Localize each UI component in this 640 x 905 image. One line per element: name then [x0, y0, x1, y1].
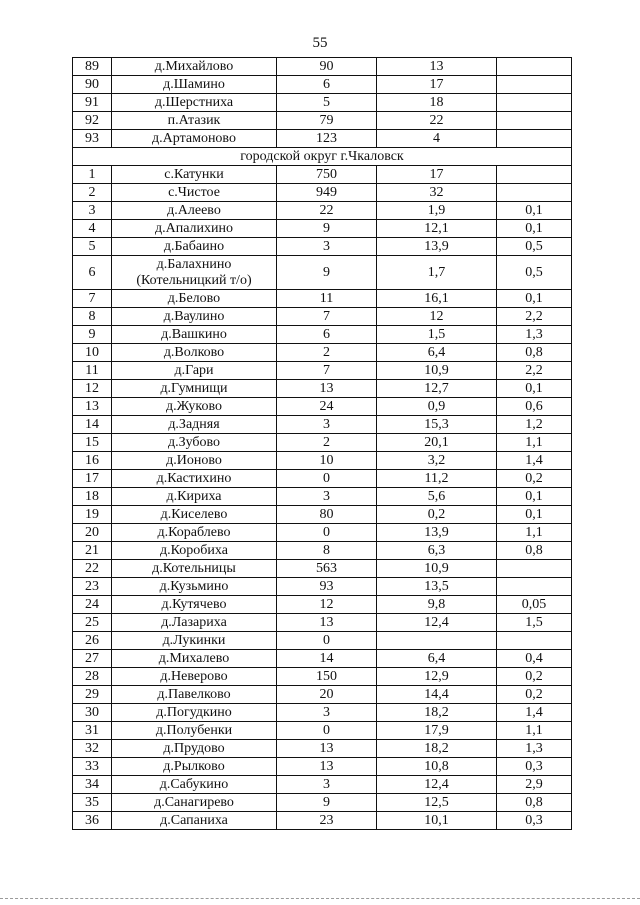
- distance-cell: 10,9: [377, 560, 497, 578]
- table-body-previous-district: [73, 58, 572, 148]
- settlement-name: д.Котельницы: [112, 560, 277, 578]
- table-row: [73, 794, 572, 812]
- table-row: [73, 524, 572, 542]
- extra-value-cell: [497, 578, 572, 596]
- settlement-name: д.Коробиха: [112, 542, 277, 560]
- distance-cell: 1,7: [377, 256, 497, 290]
- settlement-name: д.Ионово: [112, 452, 277, 470]
- extra-value-cell: 0,2: [497, 470, 572, 488]
- extra-value-cell: 0,1: [497, 220, 572, 238]
- population-cell: 7: [277, 308, 377, 326]
- row-number: 13: [73, 398, 112, 416]
- population-cell: 24: [277, 398, 377, 416]
- row-number: 12: [73, 380, 112, 398]
- table-row: [73, 290, 572, 308]
- population-cell: 20: [277, 686, 377, 704]
- population-cell: 14: [277, 650, 377, 668]
- row-number: 27: [73, 650, 112, 668]
- distance-cell: 17: [377, 166, 497, 184]
- settlement-name: д.Сапаниха: [112, 812, 277, 830]
- table-row: [73, 398, 572, 416]
- row-number: 33: [73, 758, 112, 776]
- table-row: [73, 256, 572, 290]
- extra-value-cell: 1,2: [497, 416, 572, 434]
- distance-cell: 13,9: [377, 524, 497, 542]
- population-cell: 3: [277, 488, 377, 506]
- row-number: 1: [73, 166, 112, 184]
- population-cell: 750: [277, 166, 377, 184]
- row-number: 3: [73, 202, 112, 220]
- row-number: 28: [73, 668, 112, 686]
- extra-value-cell: 1,4: [497, 452, 572, 470]
- settlement-name: д.Артамоново: [112, 130, 277, 148]
- section-title: городской округ г.Чкаловск: [73, 148, 572, 166]
- population-cell: 13: [277, 740, 377, 758]
- settlement-name: д.Волково: [112, 344, 277, 362]
- population-cell: 3: [277, 704, 377, 722]
- population-cell: 3: [277, 776, 377, 794]
- row-number: 25: [73, 614, 112, 632]
- extra-value-cell: 1,3: [497, 740, 572, 758]
- table-row: [73, 776, 572, 794]
- extra-value-cell: 0,05: [497, 596, 572, 614]
- settlement-name: д.Кузьмино: [112, 578, 277, 596]
- extra-value-cell: 0,1: [497, 290, 572, 308]
- distance-cell: 10,9: [377, 362, 497, 380]
- row-number: 30: [73, 704, 112, 722]
- population-cell: 0: [277, 632, 377, 650]
- row-number: 2: [73, 184, 112, 202]
- extra-value-cell: 1,1: [497, 434, 572, 452]
- table-row: [73, 308, 572, 326]
- population-cell: 90: [277, 58, 377, 76]
- table-row: [73, 812, 572, 830]
- extra-value-cell: [497, 94, 572, 112]
- settlement-name: д.Вашкино: [112, 326, 277, 344]
- extra-value-cell: 0,5: [497, 256, 572, 290]
- table-row: [73, 596, 572, 614]
- settlement-name: д.Шерстниха: [112, 94, 277, 112]
- extra-value-cell: 0,4: [497, 650, 572, 668]
- extra-value-cell: 2,2: [497, 308, 572, 326]
- extra-value-cell: 2,2: [497, 362, 572, 380]
- population-cell: 2: [277, 434, 377, 452]
- extra-value-cell: 0,8: [497, 794, 572, 812]
- population-cell: 9: [277, 220, 377, 238]
- distance-cell: 12,5: [377, 794, 497, 812]
- distance-cell: 12,4: [377, 614, 497, 632]
- population-cell: 13: [277, 614, 377, 632]
- settlement-name: д.Бабаино: [112, 238, 277, 256]
- page-number: 55: [312, 35, 328, 51]
- table-row: [73, 470, 572, 488]
- extra-value-cell: 0,1: [497, 202, 572, 220]
- extra-value-cell: [497, 112, 572, 130]
- distance-cell: 14,4: [377, 686, 497, 704]
- table-row: [73, 238, 572, 256]
- extra-value-cell: 1,5: [497, 614, 572, 632]
- extra-value-cell: 1,4: [497, 704, 572, 722]
- settlement-name: д.Неверово: [112, 668, 277, 686]
- settlement-name: д.Кораблево: [112, 524, 277, 542]
- settlement-name: д.Жуково: [112, 398, 277, 416]
- settlement-name: д.Задняя: [112, 416, 277, 434]
- extra-value-cell: [497, 632, 572, 650]
- row-number: 10: [73, 344, 112, 362]
- table-row: [73, 668, 572, 686]
- population-cell: 9: [277, 794, 377, 812]
- section-header-row: [73, 148, 572, 166]
- settlement-name: д.Кутячево: [112, 596, 277, 614]
- extra-value-cell: 0,8: [497, 344, 572, 362]
- distance-cell: 12,1: [377, 220, 497, 238]
- table-row: [73, 740, 572, 758]
- section-header: [73, 148, 572, 166]
- row-number: 23: [73, 578, 112, 596]
- row-number: 32: [73, 740, 112, 758]
- row-number: 4: [73, 220, 112, 238]
- population-cell: 13: [277, 380, 377, 398]
- row-number: 92: [73, 112, 112, 130]
- settlement-name: д.Погудкино: [112, 704, 277, 722]
- row-number: 5: [73, 238, 112, 256]
- table-row: [73, 506, 572, 524]
- population-cell: 12: [277, 596, 377, 614]
- row-number: 16: [73, 452, 112, 470]
- extra-value-cell: [497, 130, 572, 148]
- distance-cell: 10,1: [377, 812, 497, 830]
- extra-value-cell: 0,2: [497, 686, 572, 704]
- table-row: [73, 614, 572, 632]
- table-row: [73, 704, 572, 722]
- settlement-name: д.Рылково: [112, 758, 277, 776]
- row-number: 15: [73, 434, 112, 452]
- settlement-name: д.Полубенки: [112, 722, 277, 740]
- table-row: [73, 94, 572, 112]
- distance-cell: 18,2: [377, 740, 497, 758]
- settlement-name: д.Алеево: [112, 202, 277, 220]
- distance-cell: 13: [377, 58, 497, 76]
- extra-value-cell: 0,3: [497, 758, 572, 776]
- extra-value-cell: 0,8: [497, 542, 572, 560]
- table-row: [73, 362, 572, 380]
- settlement-name: д.Гумнищи: [112, 380, 277, 398]
- population-cell: 80: [277, 506, 377, 524]
- population-cell: 9: [277, 256, 377, 290]
- table-row: [73, 58, 572, 76]
- row-number: 9: [73, 326, 112, 344]
- extra-value-cell: 1,1: [497, 524, 572, 542]
- settlement-name: д.Белово: [112, 290, 277, 308]
- distance-cell: 22: [377, 112, 497, 130]
- settlement-name: д.Кастихино: [112, 470, 277, 488]
- distance-cell: 12: [377, 308, 497, 326]
- extra-value-cell: 0,3: [497, 812, 572, 830]
- row-number: 35: [73, 794, 112, 812]
- distance-cell: 16,1: [377, 290, 497, 308]
- row-number: 34: [73, 776, 112, 794]
- population-cell: 150: [277, 668, 377, 686]
- extra-value-cell: 1,3: [497, 326, 572, 344]
- table-row: [73, 434, 572, 452]
- distance-cell: 13,9: [377, 238, 497, 256]
- settlement-name: д.Шамино: [112, 76, 277, 94]
- table-row: [73, 112, 572, 130]
- table-row: [73, 130, 572, 148]
- extra-value-cell: 0,5: [497, 238, 572, 256]
- row-number: 91: [73, 94, 112, 112]
- table-row: [73, 76, 572, 94]
- settlement-name: д.Лукинки: [112, 632, 277, 650]
- distance-cell: 18,2: [377, 704, 497, 722]
- row-number: 7: [73, 290, 112, 308]
- distance-cell: 12,7: [377, 380, 497, 398]
- table-row: [73, 380, 572, 398]
- distance-cell: 1,5: [377, 326, 497, 344]
- settlement-name: д.Зубово: [112, 434, 277, 452]
- row-number: 11: [73, 362, 112, 380]
- row-number: 93: [73, 130, 112, 148]
- population-cell: 6: [277, 76, 377, 94]
- extra-value-cell: [497, 184, 572, 202]
- distance-cell: 3,2: [377, 452, 497, 470]
- row-number: 31: [73, 722, 112, 740]
- distance-cell: 1,9: [377, 202, 497, 220]
- settlements-table: [72, 57, 572, 830]
- distance-cell: 9,8: [377, 596, 497, 614]
- row-number: 24: [73, 596, 112, 614]
- row-number: 8: [73, 308, 112, 326]
- distance-cell: 0,9: [377, 398, 497, 416]
- population-cell: 123: [277, 130, 377, 148]
- settlement-name: д.Гари: [112, 362, 277, 380]
- table-row: [73, 560, 572, 578]
- population-cell: 79: [277, 112, 377, 130]
- settlement-name: д.Лазариха: [112, 614, 277, 632]
- population-cell: 13: [277, 758, 377, 776]
- settlement-name: д.Апалихино: [112, 220, 277, 238]
- population-cell: 949: [277, 184, 377, 202]
- row-number: 6: [73, 256, 112, 290]
- settlement-name: п.Атазик: [112, 112, 277, 130]
- table-row: [73, 184, 572, 202]
- row-number: 26: [73, 632, 112, 650]
- population-cell: 3: [277, 416, 377, 434]
- extra-value-cell: [497, 166, 572, 184]
- distance-cell: 6,3: [377, 542, 497, 560]
- settlement-name: д.Кириха: [112, 488, 277, 506]
- distance-cell: 5,6: [377, 488, 497, 506]
- extra-value-cell: 0,1: [497, 506, 572, 524]
- row-number: 36: [73, 812, 112, 830]
- settlement-name: д.Михайлово: [112, 58, 277, 76]
- distance-cell: 11,2: [377, 470, 497, 488]
- extra-value-cell: 0,1: [497, 380, 572, 398]
- row-number: 20: [73, 524, 112, 542]
- population-cell: 7: [277, 362, 377, 380]
- settlement-name: д.Санагирево: [112, 794, 277, 812]
- population-cell: 22: [277, 202, 377, 220]
- row-number: 14: [73, 416, 112, 434]
- table-row: [73, 686, 572, 704]
- population-cell: 2: [277, 344, 377, 362]
- distance-cell: 12,9: [377, 668, 497, 686]
- population-cell: 0: [277, 524, 377, 542]
- settlement-name: с.Чистое: [112, 184, 277, 202]
- table-row: [73, 220, 572, 238]
- population-cell: 563: [277, 560, 377, 578]
- extra-value-cell: 0,2: [497, 668, 572, 686]
- extra-value-cell: [497, 560, 572, 578]
- distance-cell: 17,9: [377, 722, 497, 740]
- distance-cell: 10,8: [377, 758, 497, 776]
- table-row: [73, 632, 572, 650]
- distance-cell: 18: [377, 94, 497, 112]
- settlement-name: с.Катунки: [112, 166, 277, 184]
- distance-cell: 12,4: [377, 776, 497, 794]
- page-bottom-edge: [0, 898, 640, 899]
- table-row: [73, 542, 572, 560]
- table-row: [73, 758, 572, 776]
- distance-cell: 0,2: [377, 506, 497, 524]
- table-row: [73, 650, 572, 668]
- extra-value-cell: [497, 58, 572, 76]
- row-number: 21: [73, 542, 112, 560]
- row-number: 18: [73, 488, 112, 506]
- population-cell: 23: [277, 812, 377, 830]
- distance-cell: 17: [377, 76, 497, 94]
- settlement-name: д.Михалево: [112, 650, 277, 668]
- row-number: 19: [73, 506, 112, 524]
- row-number: 22: [73, 560, 112, 578]
- distance-cell: 4: [377, 130, 497, 148]
- population-cell: 8: [277, 542, 377, 560]
- row-number: 17: [73, 470, 112, 488]
- extra-value-cell: [497, 76, 572, 94]
- settlement-name: д.Сабукино: [112, 776, 277, 794]
- settlement-name: д.Ваулино: [112, 308, 277, 326]
- settlement-name: д.Павелково: [112, 686, 277, 704]
- table-body-chkalovsk: [73, 166, 572, 830]
- population-cell: 3: [277, 238, 377, 256]
- extra-value-cell: 2,9: [497, 776, 572, 794]
- population-cell: 0: [277, 722, 377, 740]
- population-cell: 93: [277, 578, 377, 596]
- distance-cell: 20,1: [377, 434, 497, 452]
- extra-value-cell: 0,1: [497, 488, 572, 506]
- table-row: [73, 344, 572, 362]
- distance-cell: 6,4: [377, 344, 497, 362]
- population-cell: 11: [277, 290, 377, 308]
- population-cell: 10: [277, 452, 377, 470]
- distance-cell: 32: [377, 184, 497, 202]
- table-row: [73, 488, 572, 506]
- table-row: [73, 166, 572, 184]
- row-number: 89: [73, 58, 112, 76]
- distance-cell: [377, 632, 497, 650]
- table-row: [73, 452, 572, 470]
- table-row: [73, 202, 572, 220]
- settlement-name: д.Прудово: [112, 740, 277, 758]
- table-row: [73, 416, 572, 434]
- settlement-name: д.Киселево: [112, 506, 277, 524]
- extra-value-cell: 0,6: [497, 398, 572, 416]
- table-row: [73, 326, 572, 344]
- population-cell: 5: [277, 94, 377, 112]
- row-number: 90: [73, 76, 112, 94]
- settlement-name: д.Балахнино (Котельницкий т/о): [112, 256, 277, 290]
- distance-cell: 15,3: [377, 416, 497, 434]
- population-cell: 0: [277, 470, 377, 488]
- distance-cell: 13,5: [377, 578, 497, 596]
- extra-value-cell: 1,1: [497, 722, 572, 740]
- distance-cell: 6,4: [377, 650, 497, 668]
- row-number: 29: [73, 686, 112, 704]
- population-cell: 6: [277, 326, 377, 344]
- table-row: [73, 578, 572, 596]
- table-row: [73, 722, 572, 740]
